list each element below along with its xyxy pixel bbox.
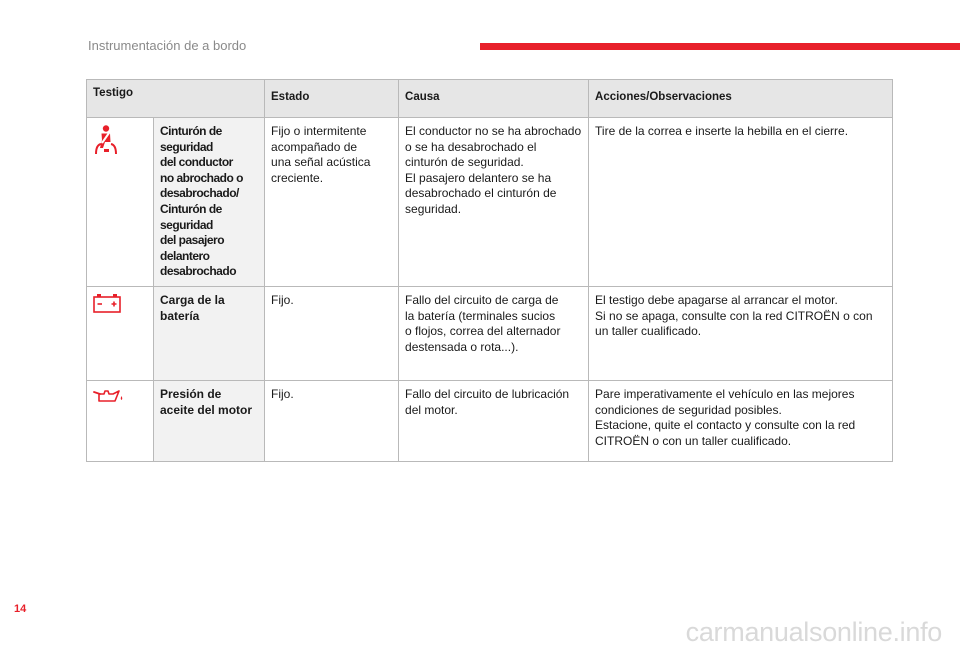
acciones-cell: El testigo debe apagarse al arrancar el motor. Si no se apaga, consulte con la red CITROËN o con un taller cualificado. <box>589 286 893 380</box>
section-title: Instrumentación de a bordo <box>88 38 247 53</box>
icon-cell <box>87 118 154 287</box>
battery-warning-icon <box>93 302 121 316</box>
estado-cell: Fijo. <box>265 380 399 461</box>
warning-lights-table <box>86 79 893 462</box>
table-row <box>87 380 893 461</box>
table-row <box>87 286 893 380</box>
warning-name: Carga de la batería <box>154 286 265 380</box>
column-header-estado: Estado <box>265 80 399 118</box>
estado-cell: Fijo. <box>265 286 399 380</box>
column-header-causa: Causa <box>399 80 589 118</box>
estado-cell: Fijo o intermitente acompañado de una señal acústica creciente. <box>265 118 399 287</box>
table-row <box>87 118 893 287</box>
acciones-cell: Tire de la correa e inserte la hebilla en el cierre. <box>589 118 893 287</box>
column-header-acciones: Acciones/Observaciones <box>589 80 893 118</box>
warning-name: Cinturón de seguridad del conductor no abrochado o desabrochado/ Cinturón de seguridad del pasajero delantero desabrochado <box>154 118 265 287</box>
causa-cell: Fallo del circuito de lubricación del motor. <box>399 380 589 461</box>
oil-pressure-warning-icon <box>93 394 125 408</box>
column-header-testigo: Testigo <box>87 80 265 118</box>
icon-cell <box>87 380 154 461</box>
watermark: carmanualsonline.info <box>685 617 942 647</box>
header-accent-bar <box>480 43 960 50</box>
page-number: 14 <box>14 603 27 615</box>
icon-cell <box>87 286 154 380</box>
causa-cell: Fallo del circuito de carga de la batería (terminales sucios o flojos, correa del alternador destensada o rota...). <box>399 286 589 380</box>
seatbelt-warning-icon <box>93 143 119 157</box>
warning-name: Presión de aceite del motor <box>154 380 265 461</box>
causa-cell: El conductor no se ha abrochado o se ha desabrochado el cinturón de seguridad. El pasajero delantero se ha desabrochado el cinturón de seguridad. <box>399 118 589 287</box>
acciones-cell: Pare imperativamente el vehículo en las mejores condiciones de seguridad posibles. Estacione, quite el contacto y consulte con la red CITROËN o con un taller cualificado. <box>589 380 893 461</box>
table-header-row <box>87 80 893 118</box>
